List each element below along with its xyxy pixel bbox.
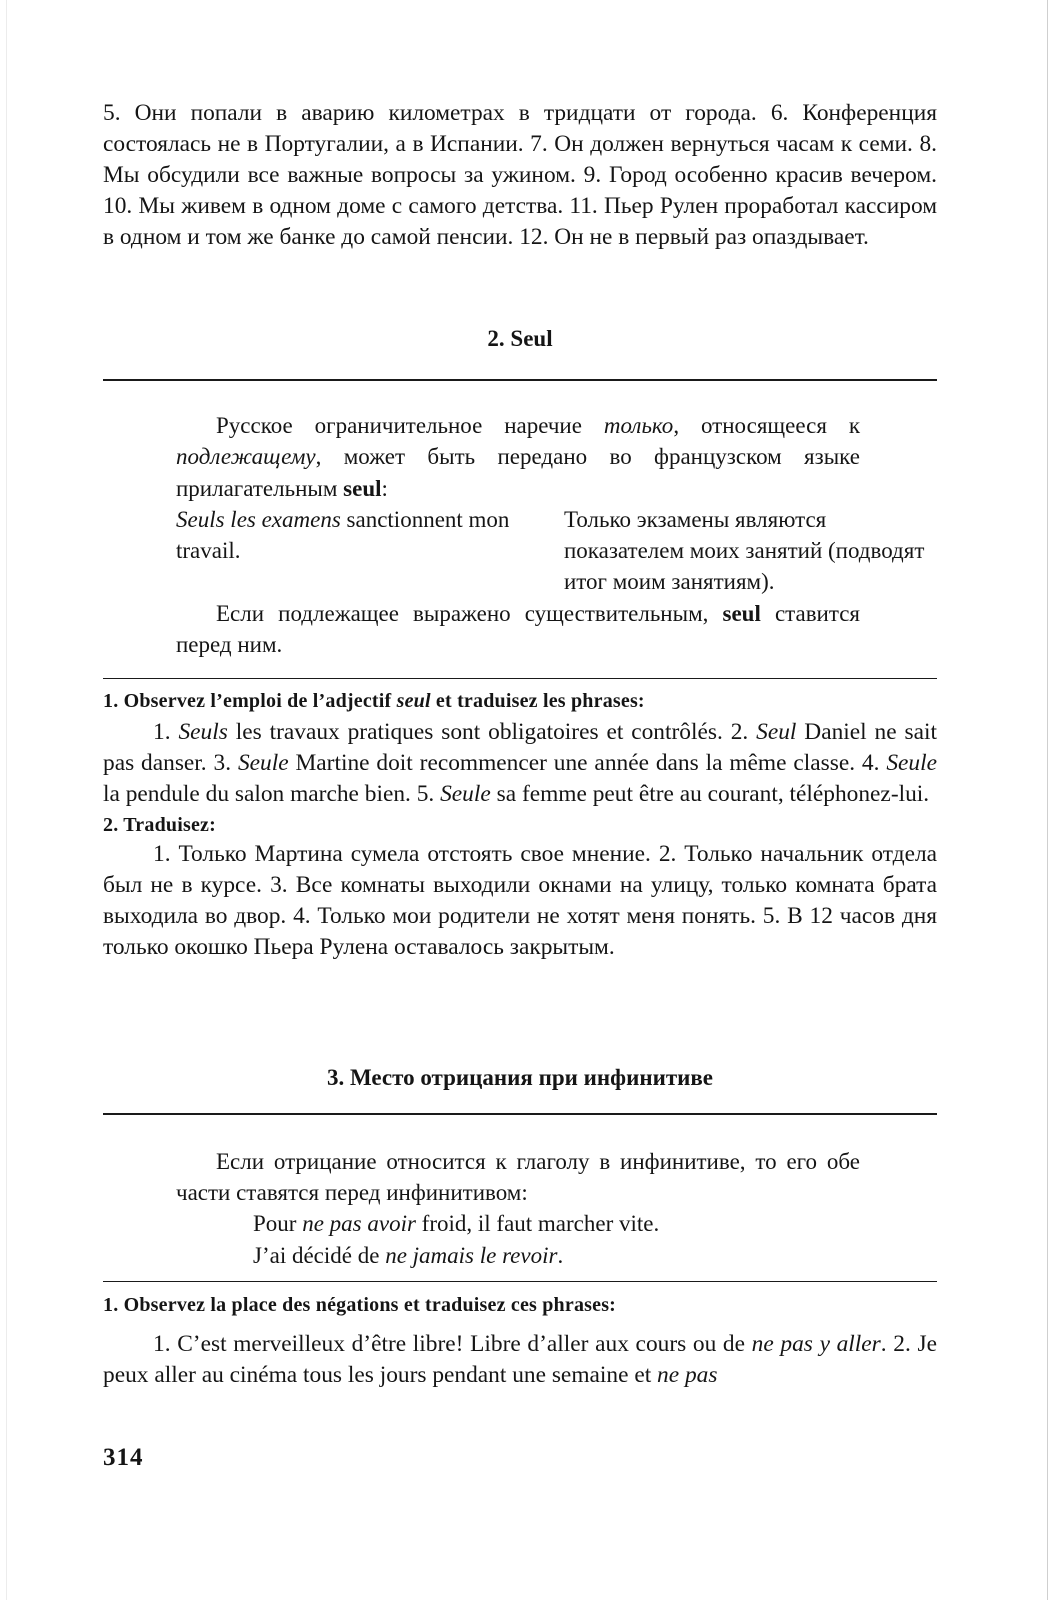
top-paragraph: 5. Они попали в аварию километрах в тридцати от города. 6. Конференция состоялась не в Португалии, а в Испании. 7. Он должен вернуться часам к семи. 8. Мы обсудили все важные вопросы за ужином. 9. Город особенно красив вечером. 10. Мы живем в одном доме с самого детства. 11. Пьер Рулен проработал кассиром в одном и том же банке до самой пенсии. 12. Он не в первый раз опаздывает.	[103, 100, 937, 250]
page-number: 314	[103, 1444, 144, 1471]
section-2-exercises	[103, 688, 937, 963]
page-edge-right	[1047, 0, 1048, 1600]
exercise-1-text: 1. Seuls les travaux pratiques sont obligatoires et contrôlés. 2. Seul Daniel ne sait pas danser. 3. Seule Martine doit recommencer une année dans la même classe. 4. Seule la pendule du salon marche bien. 5. Seule sa femme peut être au courant, téléphonez-lui.	[103, 719, 938, 807]
section-3-exercises	[103, 1292, 937, 1391]
infinitive-example-2: J’ai décidé de ne jamais le revoir.	[253, 1243, 564, 1268]
section-3-exercise-1-heading: 1. Observez la place des négations et traduisez ces phrases:	[103, 1294, 617, 1316]
section-2-rule-top	[103, 379, 937, 381]
section-3-rule-box	[176, 1146, 860, 1209]
exercise-2-heading: 2. Traduisez:	[103, 814, 216, 836]
section-3-rule-top	[103, 1113, 937, 1115]
page-edge-left	[6, 0, 7, 1600]
term-subject: подлежащему	[176, 444, 316, 470]
rule-paragraph-2: Если подлежащее выражено существительным, seul ставится перед ним.	[176, 600, 860, 658]
exercise-2-text: 1. Только Мартина сумела отстоять свое мнение. 2. Только начальник отдела был не в курсе. 3. Все комнаты выходили окнами на улицу, только комната брата выходила во двор. 4. Только мои родители не хотят меня понять. 5. В 12 часов дня только окошко Пьера Рулена оставалось закрытым.	[103, 841, 937, 960]
section-3-exercise-1-text: 1. C’est merveilleux d’être libre! Libre d’aller aux cours ou de ne pas y aller. 2. Je peux aller au cinéma tous les jours pendant une semaine et ne pas	[103, 1331, 937, 1388]
section-3-rule-text: Если отрицание относится к глаголу в инфинитиве, то его обе части ставятся перед инфинитивом:	[176, 1149, 860, 1206]
section-3-title: 3. Место отрицания при инфинитиве	[326, 1065, 713, 1090]
term-seul: seul	[343, 475, 382, 501]
example-french: Seuls les examens sanctionnent mon travail.	[176, 506, 510, 564]
section-2-rule-bottom	[103, 678, 937, 679]
rule-paragraph-1: Русское ограничительное наречие только, относящееся к подлежащему, может быть передано во французском языке прилагательным seul:	[176, 413, 860, 501]
term-tolko: только	[603, 413, 674, 438]
section-3-rule-bottom	[103, 1281, 937, 1282]
example-pair	[176, 504, 925, 598]
section-2-title: 2. Seul	[487, 326, 553, 351]
exercise-1-heading: 1. Observez l’emploi de l’adjectif seul et traduisez les phrases:	[103, 690, 645, 712]
top-exercise-continuation	[103, 98, 937, 253]
section-2-rule-box	[176, 410, 925, 660]
example-russian: Только экзамены являются показателем моих занятий (подводят итог моим занятиям).	[564, 506, 925, 595]
infinitive-example-1: Pour ne pas avoir froid, il faut marcher vite.	[253, 1211, 660, 1236]
